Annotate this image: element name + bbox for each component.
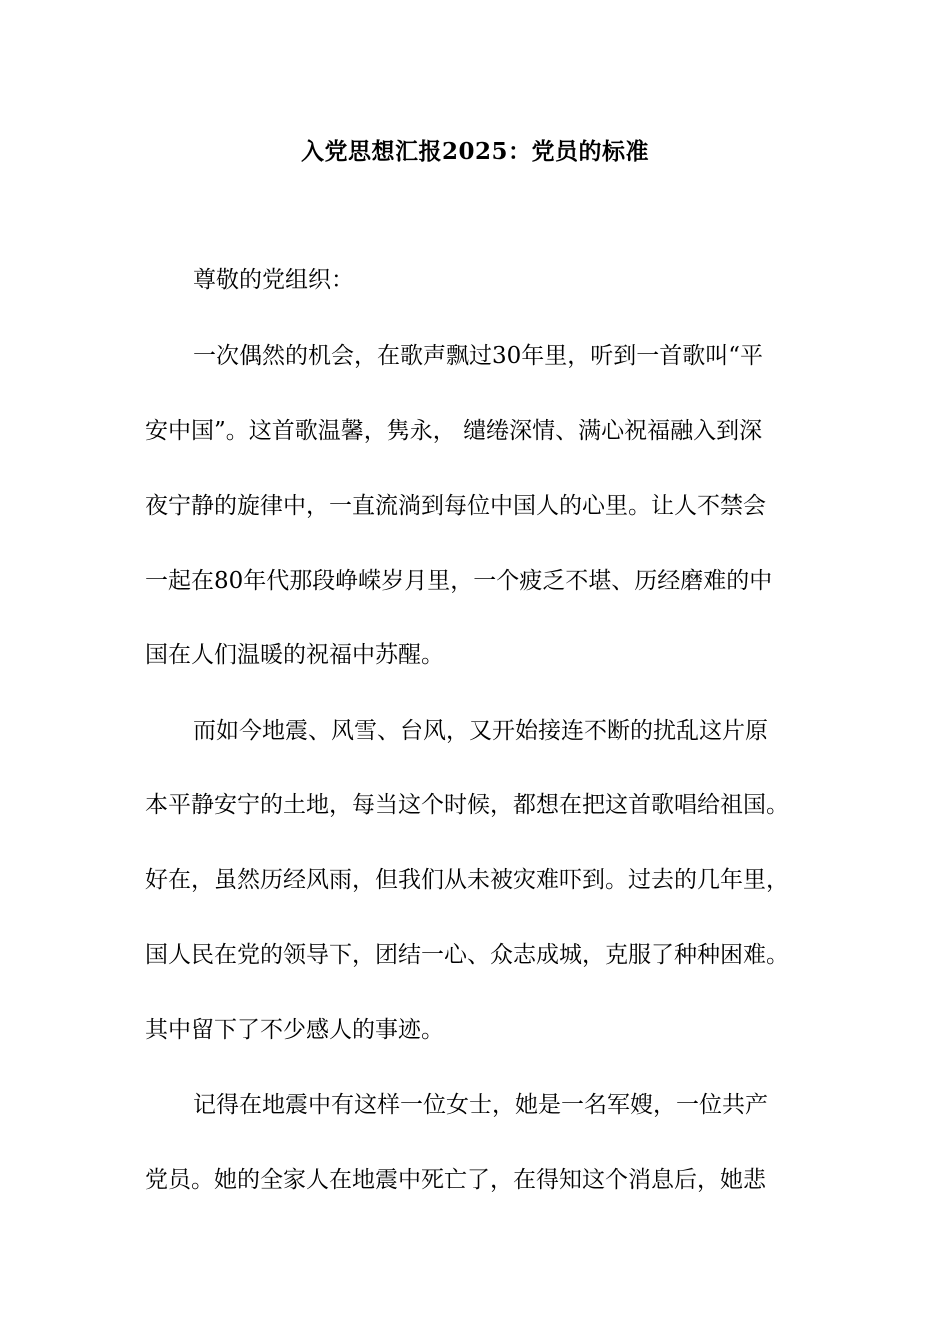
paragraph-line: 其中留下了不少感人的事迹。 (145, 1017, 444, 1043)
paragraph-line: 好在，虽然历经风雨，但我们从未被灾难吓到。过去的几年里， (145, 867, 789, 893)
paragraph-line: 一次偶然的机会，在歌声飘过30年里，听到一首歌叫“平 (193, 343, 764, 369)
paragraph-line: 国人民在党的领导下，团结一心、众志成城，克服了种种困难。 (145, 942, 789, 968)
paragraph-line: 国在人们温暖的祝福中苏醒。 (145, 642, 444, 668)
document-title: 入党思想汇报2025：党员的标准 (300, 138, 649, 165)
paragraph-line: 一起在80年代那段峥嵘岁月里，一个疲乏不堪、历经磨难的中 (145, 568, 773, 594)
paragraph-line: 夜宁静的旋律中，一直流淌到每位中国人的心里。让人不禁会 (145, 493, 766, 519)
paragraph-line: 安中国”。这首歌温馨，隽永， 缱绻深情、满心祝福融入到深 (145, 418, 763, 444)
paragraph-line: 本平静安宁的土地，每当这个时候，都想在把这首歌唱给祖国。 (145, 792, 789, 818)
salutation: 尊敬的党组织： (193, 267, 354, 293)
paragraph-line: 而如今地震、风雪、台风，又开始接连不断的扰乱这片原 (193, 718, 768, 744)
paragraph-line: 党员。她的全家人在地震中死亡了，在得知这个消息后，她悲 (145, 1167, 766, 1193)
paragraph-line: 记得在地震中有这样一位女士，她是一名军嫂，一位共产 (193, 1092, 768, 1118)
